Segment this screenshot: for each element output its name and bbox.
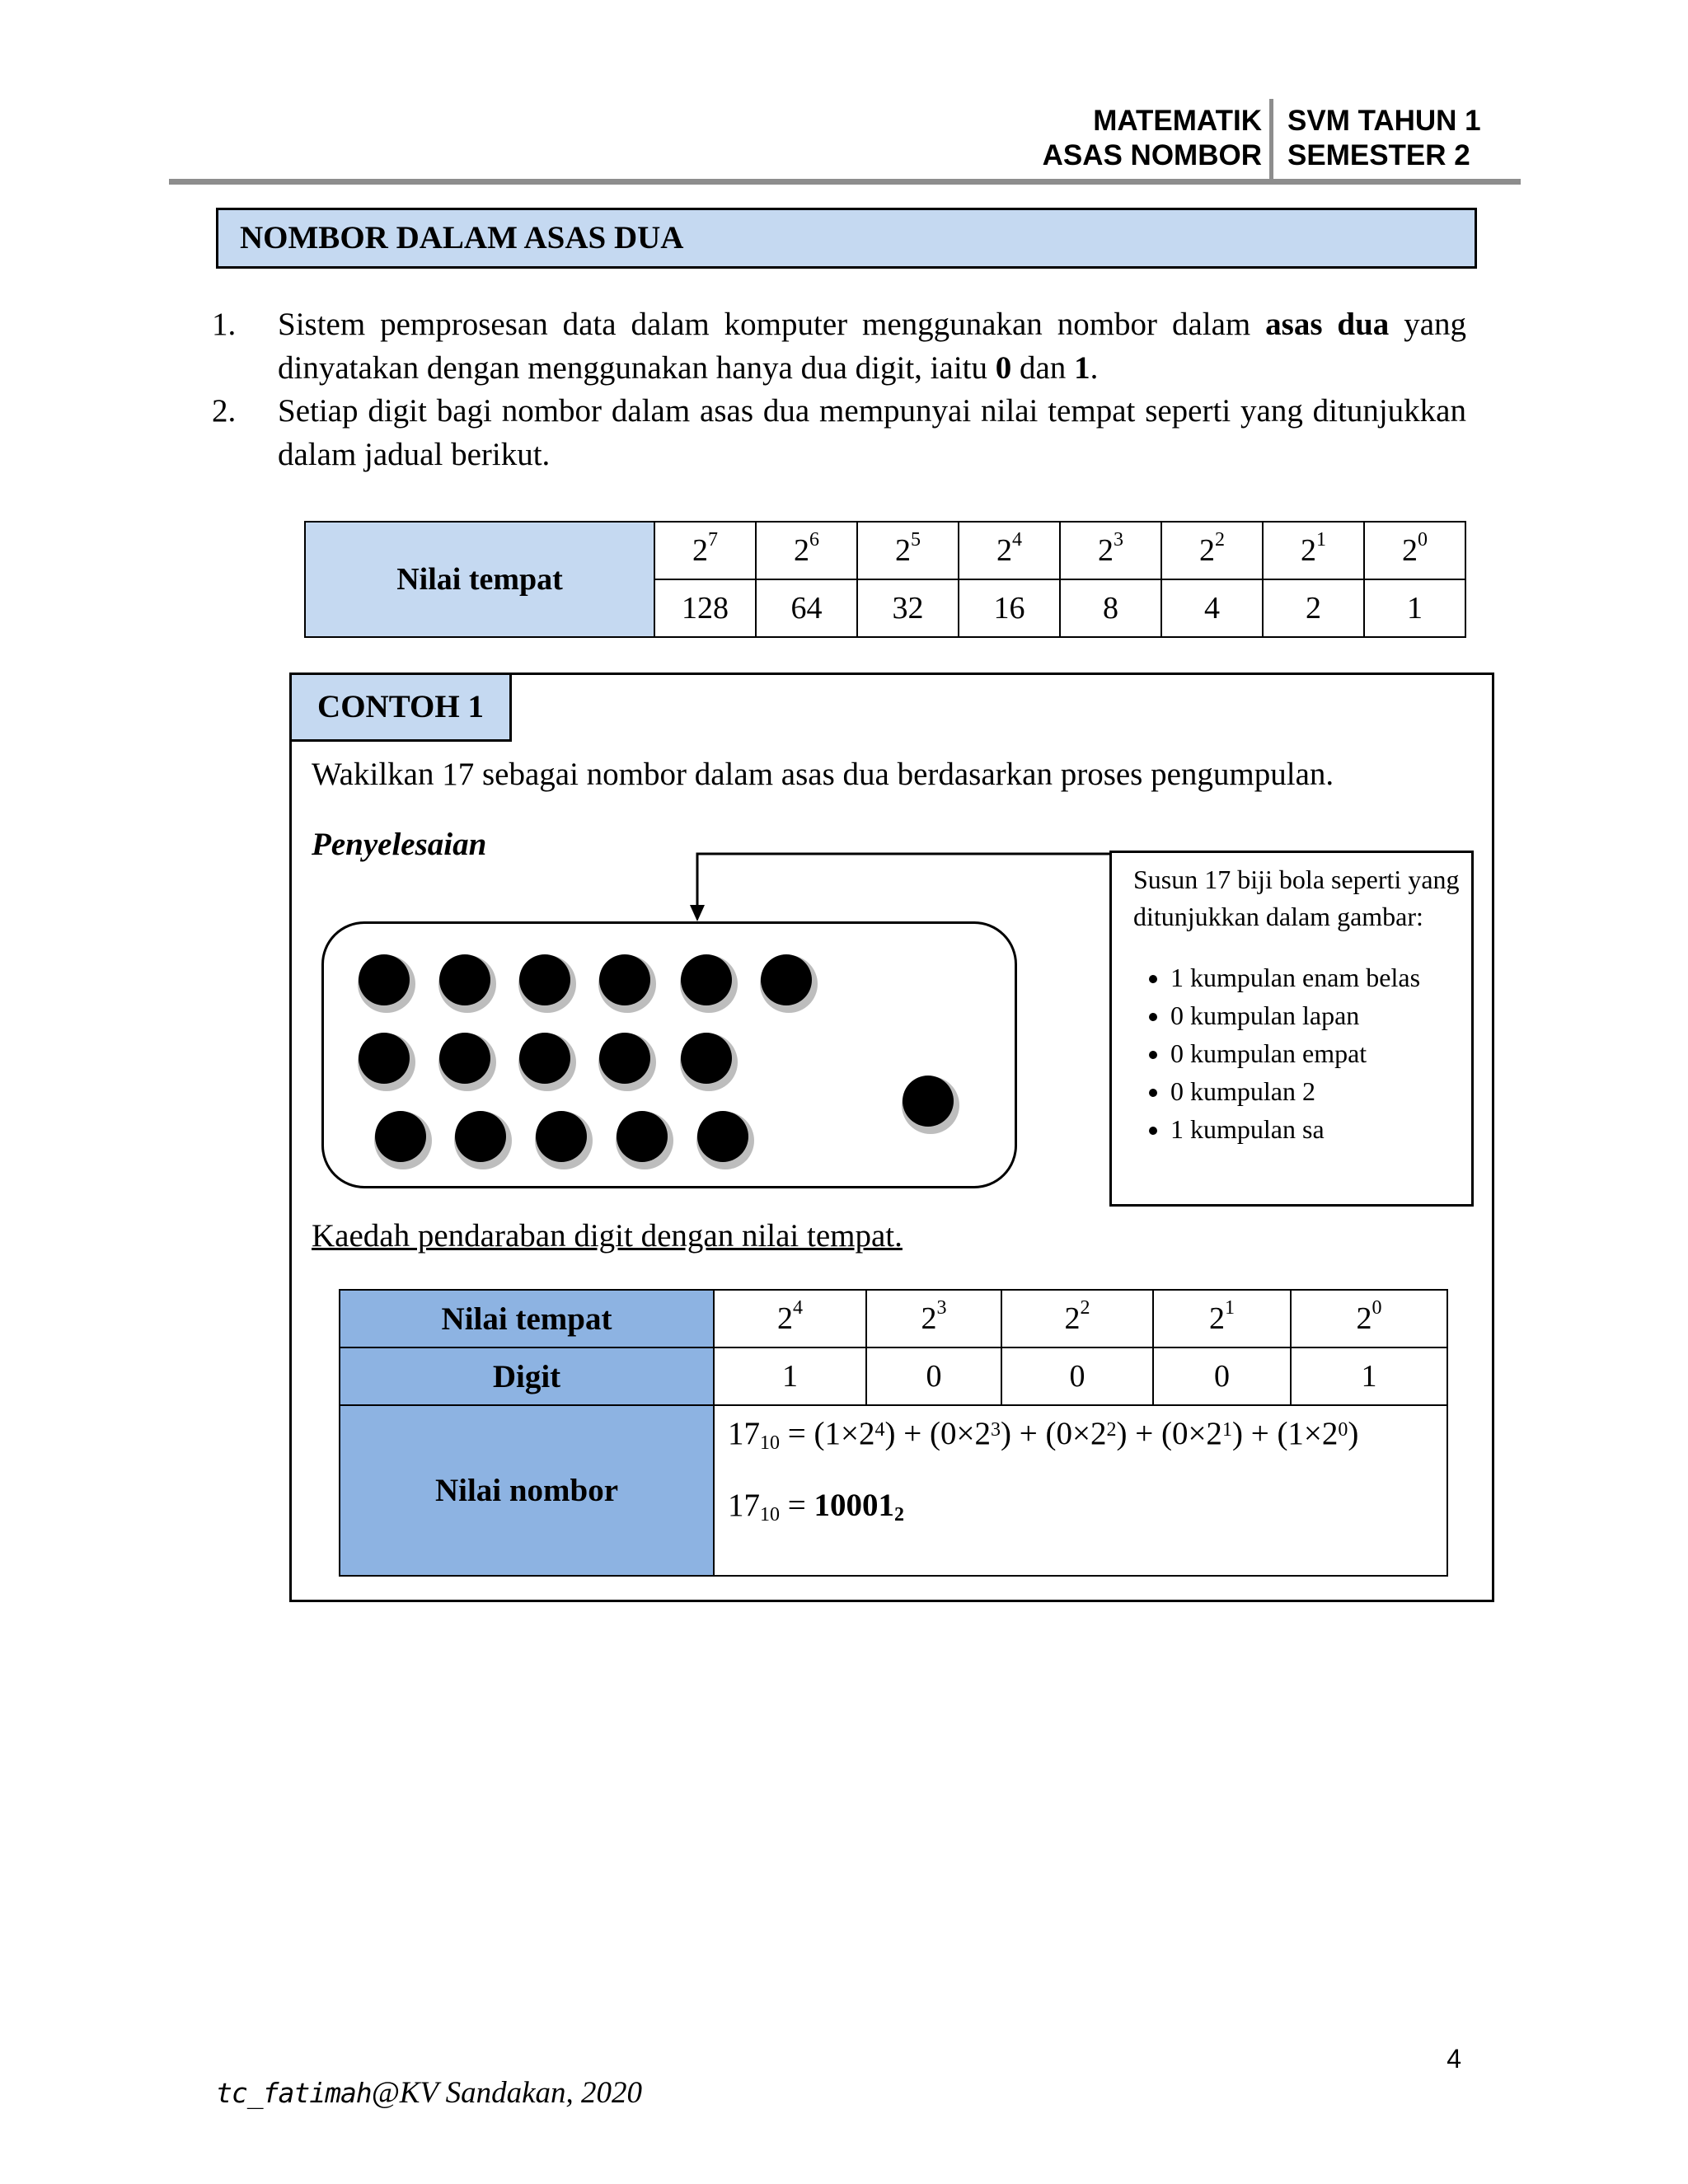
place-value-cell: 8 (1060, 579, 1161, 637)
place-value-power-cell (654, 522, 756, 579)
place-value-table (304, 521, 1466, 638)
power-exponent: 5 (911, 529, 921, 551)
digit-table-place-label: Nilai tempat (340, 1290, 714, 1347)
power-exponent: 4 (1012, 529, 1022, 551)
formula-expansion (728, 1411, 1447, 1461)
paragraph-1-number: 1. (212, 307, 237, 342)
formula-plus: + (1242, 1416, 1278, 1451)
paragraph-1-text-b: yang dinyatakan dengan menggunakan hanya dua digit, iaitu (278, 307, 1466, 386)
power-base: 2 (794, 533, 809, 568)
header-subject (850, 104, 1262, 173)
digit-table-place-row (340, 1290, 1447, 1347)
ball (359, 1033, 410, 1084)
place-value-label: Nilai tempat (305, 522, 654, 637)
formula-lhs-base: 10 (760, 1432, 780, 1454)
formula-term-open: (1×2 (814, 1416, 875, 1451)
ball (439, 1033, 490, 1084)
place-value-cell: 1 (1364, 579, 1465, 637)
formula-term-close: ) (1116, 1416, 1128, 1451)
place-value-power-cell (1263, 522, 1364, 579)
ball (599, 1033, 650, 1084)
power-exponent: 6 (809, 529, 819, 551)
power-exponent: 2 (1080, 1297, 1090, 1319)
footer-author: tc_fatimah (216, 2077, 372, 2109)
power-exponent: 4 (793, 1297, 803, 1319)
paragraph-1-text-c: dan (1011, 350, 1075, 386)
paragraph-1-bold-a: asas dua (1265, 307, 1390, 342)
footer-school: @KV Sandakan, 2020 (371, 2076, 643, 2110)
formula-equals: = (780, 1416, 814, 1451)
formula-term-close: ) (1000, 1416, 1011, 1451)
power-exponent: 1 (1225, 1297, 1235, 1319)
ball (599, 954, 650, 1005)
power-base: 2 (1209, 1301, 1225, 1336)
place-value-power-cell (959, 522, 1060, 579)
place-value-cell: 2 (1263, 579, 1364, 637)
power-exponent: 2 (1215, 529, 1225, 551)
ball (359, 954, 410, 1005)
digit-table-power-cell (1001, 1290, 1153, 1347)
formula-term-close: ) (1348, 1416, 1359, 1451)
power-base: 2 (1301, 533, 1316, 568)
ball (681, 954, 732, 1005)
digit-table-power-cell (714, 1290, 866, 1347)
formula-term-open: (0×2 (929, 1416, 991, 1451)
header-subject-line1: MATEMATIK (1093, 105, 1262, 137)
power-base: 2 (1064, 1301, 1081, 1336)
ball (439, 954, 490, 1005)
power-exponent: 0 (1418, 529, 1428, 551)
digit-cell: 0 (1001, 1347, 1153, 1405)
result-lhs: 17 (728, 1488, 760, 1523)
power-base: 2 (1098, 533, 1114, 568)
place-value-cell: 4 (1161, 579, 1263, 637)
formula-plus: + (895, 1416, 930, 1451)
ball (519, 1033, 570, 1084)
paragraph-1-text-d: . (1090, 350, 1099, 386)
paragraph-1 (278, 302, 1466, 390)
note-list (1133, 958, 1460, 1148)
power-base: 2 (777, 1301, 793, 1336)
formula-term-exponent: 3 (990, 1419, 1001, 1441)
formula-term-exponent: 1 (1221, 1419, 1232, 1441)
place-value-cell: 128 (654, 579, 756, 637)
note-item: • 1 kumpulan enam belas (1170, 958, 1460, 996)
header-level-line2: SEMESTER 2 (1287, 139, 1470, 171)
ball (903, 1076, 954, 1127)
note-item: • 0 kumpulan empat (1170, 1034, 1460, 1072)
note-box (1109, 851, 1474, 1207)
formula-terms (814, 1416, 1359, 1451)
power-base: 2 (692, 533, 708, 568)
power-base: 2 (921, 1301, 937, 1336)
header-rule (169, 179, 1521, 185)
place-value-cell: 64 (756, 579, 857, 637)
solution-label: Penyelesaian (312, 827, 487, 862)
result-lhs-base: 10 (760, 1504, 780, 1526)
power-base: 2 (1356, 1301, 1372, 1336)
formula-plus: + (1010, 1416, 1046, 1451)
formula-result (728, 1483, 1447, 1533)
digit-cell: 0 (866, 1347, 1001, 1405)
place-value-cell: 32 (857, 579, 959, 637)
formula-term-exponent: 2 (1106, 1419, 1117, 1441)
digit-table-power-cell (1153, 1290, 1291, 1347)
formula-term-close: ) (1231, 1416, 1243, 1451)
power-exponent: 0 (1372, 1297, 1382, 1319)
digit-cell: 1 (714, 1347, 866, 1405)
power-exponent: 3 (936, 1297, 947, 1319)
power-base: 2 (1402, 533, 1418, 568)
formula-term-open: (0×2 (1160, 1416, 1222, 1451)
place-value-cell: 16 (959, 579, 1060, 637)
paragraph-2-number: 2. (212, 393, 237, 429)
formula-plus: + (1127, 1416, 1161, 1451)
power-base: 2 (895, 533, 911, 568)
formula-term-open: (0×2 (1045, 1416, 1107, 1451)
paragraph-1-bold-c: 1 (1074, 350, 1090, 386)
result-binary: 10001 (814, 1488, 894, 1523)
note-item: • 0 kumpulan lapan (1170, 996, 1460, 1034)
ball (761, 954, 812, 1005)
footer-credit (216, 2075, 642, 2111)
method-heading: Kaedah pendaraban digit dengan nilai tempat. (312, 1218, 903, 1254)
paragraph-1-bold-b: 0 (995, 350, 1012, 386)
result-binary-base: 2 (894, 1504, 904, 1526)
page-number: 4 (1447, 2044, 1461, 2074)
digit-table-value-row (340, 1405, 1447, 1576)
place-value-powers-row (305, 522, 1465, 579)
header-level-line1: SVM TAHUN 1 (1287, 105, 1481, 137)
digit-table-power-cell (866, 1290, 1001, 1347)
digit-cell: 0 (1153, 1347, 1291, 1405)
digit-value-table (339, 1289, 1448, 1577)
section-title: NOMBOR DALAM ASAS DUA (216, 208, 1477, 269)
digit-table-power-cell (1291, 1290, 1447, 1347)
place-value-power-cell (756, 522, 857, 579)
ball (375, 1111, 426, 1162)
header-level (1287, 104, 1481, 173)
ball (536, 1111, 587, 1162)
place-value-power-cell (1060, 522, 1161, 579)
power-base: 2 (1199, 533, 1215, 568)
place-value-power-cell (1161, 522, 1263, 579)
arrow-connector (684, 849, 1113, 923)
digit-table-digit-row (340, 1347, 1447, 1405)
formula-lhs: 17 (728, 1416, 760, 1451)
note-intro: Susun 17 biji bola seperti yang ditunjukkan dalam gambar: (1133, 865, 1460, 931)
paragraph-1-text-a: Sistem pemprosesan data dalam komputer menggunakan nombor dalam (278, 307, 1266, 342)
formula-term-exponent: 0 (1338, 1419, 1348, 1441)
place-value-power-cell (857, 522, 959, 579)
formula-term-exponent: 4 (874, 1419, 885, 1441)
place-value-power-cell (1364, 522, 1465, 579)
example-question: Wakilkan 17 sebagai nombor dalam asas dua berdasarkan proses pengumpulan. (312, 757, 1334, 792)
header-subject-line2: ASAS NOMBOR (1042, 139, 1262, 171)
formula-term-open: (1×2 (1277, 1416, 1339, 1451)
formula-term-close: ) (884, 1416, 896, 1451)
example-tab: CONTOH 1 (289, 673, 512, 742)
power-exponent: 3 (1114, 529, 1123, 551)
formula-cell (714, 1405, 1447, 1576)
power-exponent: 7 (708, 529, 718, 551)
power-exponent: 1 (1316, 529, 1326, 551)
paragraph-2: Setiap digit bagi nombor dalam asas dua mempunyai nilai tempat seperti yang ditunjukkan dalam jadual berikut. (278, 393, 1466, 472)
ball (697, 1111, 748, 1162)
digit-cell: 1 (1291, 1347, 1447, 1405)
ball-container (321, 921, 1017, 1188)
header-divider (1269, 99, 1273, 181)
note-item: • 0 kumpulan 2 (1170, 1072, 1460, 1110)
digit-table-value-label: Nilai nombor (340, 1405, 714, 1576)
result-equals: = (780, 1488, 814, 1523)
power-base: 2 (996, 533, 1012, 568)
ball (681, 1033, 732, 1084)
ball (617, 1111, 668, 1162)
ball (519, 954, 570, 1005)
digit-table-digit-label: Digit (340, 1347, 714, 1405)
ball (455, 1111, 506, 1162)
note-item: • 1 kumpulan sa (1170, 1110, 1460, 1148)
